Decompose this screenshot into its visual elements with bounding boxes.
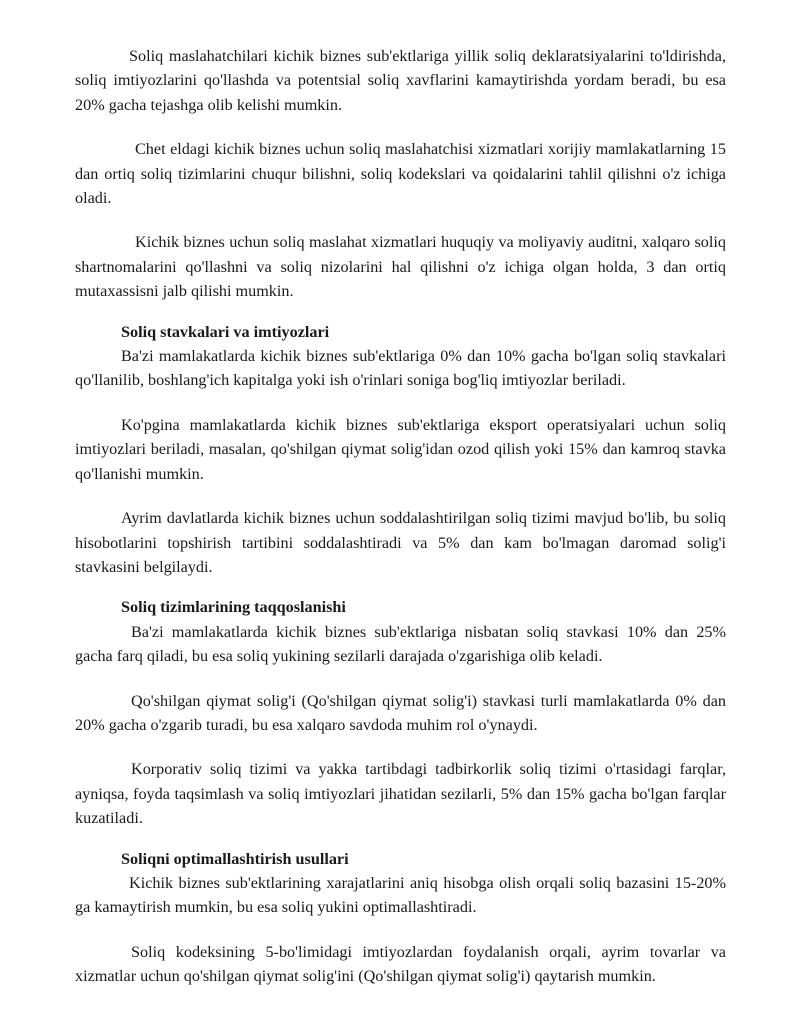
- section-tax-systems-comparison: [75, 595, 726, 830]
- section-tax-optimization: [75, 847, 726, 989]
- section-paragraph: Soliq kodeksining 5-bo'limidagi imtiyozlardan foydalanish orqali, ayrim tovarlar va xizmatlar uchun qo'shilgan qiymat solig'ini (Qo'shilgan qiymat solig'i) qaytarish mumkin.: [75, 942, 726, 986]
- section-paragraph: Korporativ soliq tizimi va yakka tartibdagi tadbirkorlik soliq tizimi o'rtasidagi farqlar, ayniqsa, foyda taqsimlash va soliq imtiyozlari jihatidan sezilarli, 5% dan 15% gacha bo'lgan farqlar kuzatiladi.: [75, 760, 726, 828]
- section-paragraph: Ba'zi mamlakatlarda kichik biznes sub'ektlariga 0% dan 10% gacha bo'lgan soliq stavkalari qo'llanilib, boshlang'ich kapitalga yoki ish o'rinlari soniga bog'liq imtiyozlar beriladi.: [75, 347, 726, 390]
- section-paragraph: Ko'pgina mamlakatlarda kichik biznes sub'ektlariga eksport operatsiyalari uchun soliq imtiyozlari beriladi, masalan, qo'shilgan qiymat solig'idan ozod qilish yoki 15% dan kamroq stavka qo'llanishi mumkin.: [75, 415, 726, 483]
- section-paragraph: Ayrim davlatlarda kichik biznes uchun soddalashtirilgan soliq tizimi mavjud bo'lib, bu soliq hisobotlarini topshirish tartibini soddalashtiradi va 5% dan kam bo'lmagan daromad solig'i stavkasini belgilaydi.: [75, 509, 726, 576]
- section-heading: Soliq tizimlarining taqqoslanishi: [121, 598, 346, 617]
- section-paragraph: Ba'zi mamlakatlarda kichik biznes sub'ektlariga nisbatan soliq stavkasi 10% dan 25% gacha farq qiladi, bu esa soliq yukining sezilarli darajada o'zgarishiga olib keladi.: [75, 622, 726, 666]
- section-paragraph: Qo'shilgan qiymat solig'i (Qo'shilgan qiymat solig'i) stavkasi turli mamlakatlarda 0% dan 20% gacha o'zgarib turadi, bu esa xalqaro savdoda muhim rol o'ynaydi.: [75, 691, 726, 734]
- intro-paragraph-3: Kichik biznes uchun soliq maslahat xizmatlari huquqiy va moliyaviy auditni, xalqaro soliq shartnomalarini qo'llashni va soliq nizolarini hal qilishni o'z ichiga olgan holda, 3 dan ortiq mutaxassisni jalb qilishi mumkin.: [75, 233, 726, 301]
- section-tax-rates: [75, 320, 726, 580]
- section-paragraph: Kichik biznes sub'ektlarining xarajatlarini aniq hisobga olish orqali soliq bazasini 15-20% ga kamaytirish mumkin, bu esa soliq yukini optimallashtiradi.: [75, 873, 726, 917]
- intro-paragraph-1: Soliq maslahatchilari kichik biznes sub'ektlariga yillik soliq deklaratsiyalarini to'ldirishda, soliq imtiyozlarini qo'llashda va potentsial soliq xavflarini kamaytirishda yordam beradi, bu esa 20% gacha tejashga olib kelishi mumkin.: [75, 47, 726, 114]
- document-body: [75, 44, 726, 1009]
- section-heading: Soliq stavkalari va imtiyozlari: [121, 322, 330, 341]
- section-heading: Soliqni optimallashtirish usullari: [121, 849, 349, 868]
- intro-paragraph-2: Chet eldagi kichik biznes uchun soliq maslahatchisi xizmatlari xorijiy mamlakatlarning 15 dan ortiq soliq tizimlarini chuqur bilishni, soliq kodekslari va qoidalarini tahlil qilishni o'z ichiga oladi.: [75, 140, 726, 208]
